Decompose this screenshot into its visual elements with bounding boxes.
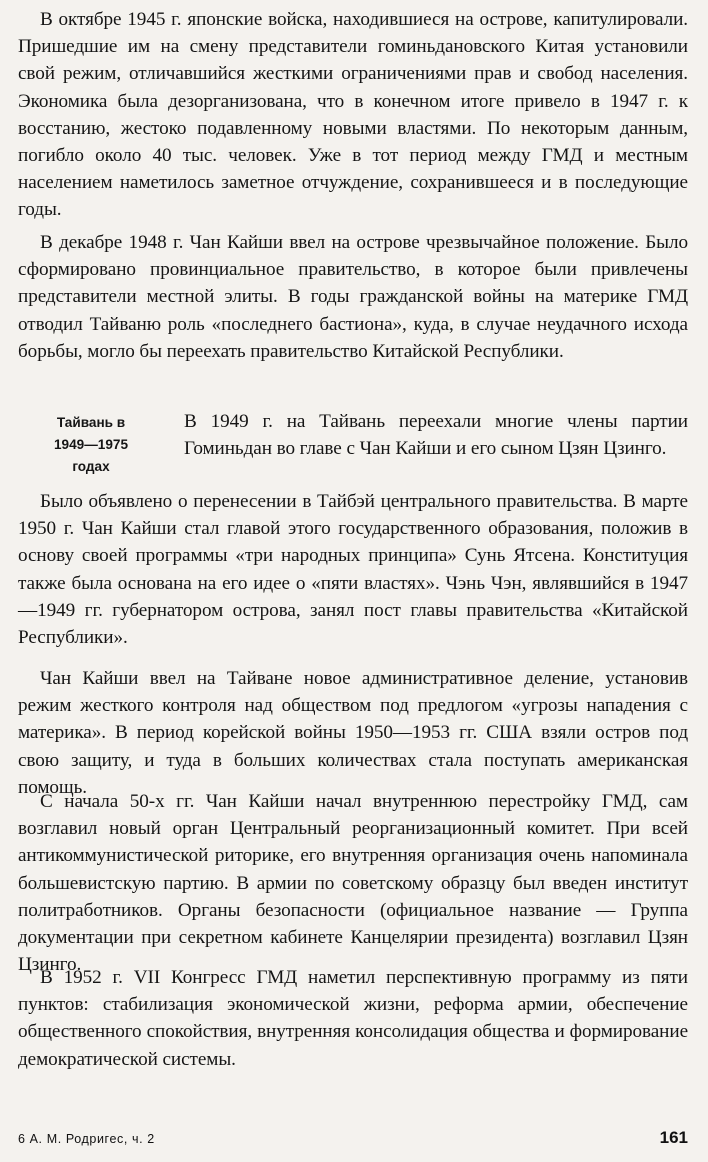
page-number: 161: [659, 1128, 688, 1147]
paragraph-taipei-government: Было объявлено о перенесении в Тайбэй центрального правительства. В марте 1950 г. Чан Кайши стал главой этого государственного образования, положив в основу своей программы «три народных принципа» Сунь Ятсена. Конституция также была основана на его идее о «пяти властях». Чэнь Чэн, являвшийся в 1947—1949 гг. губернатором острова, занял пост главы правительства «Китайской Республики».: [18, 491, 688, 649]
section-heading-line-2: 1949—1975: [53, 437, 129, 452]
section-heading-line-3: годах: [72, 459, 110, 474]
footer-signature: 6 А. М. Родригес, ч. 2: [18, 1132, 155, 1146]
paragraph-gmd-reorganization: С начала 50-х гг. Чан Кайши начал внутреннюю перестройку ГМД, сам возглавил новый орган Центральный реорганизационный комитет. При всей антикоммунистической риторике, его внутренняя организация очень напоминала большевистскую партию. В армии по советскому образцу был введен институт политработников. Органы безопасности (официальное название — Группа документации при секретном кабинете Канцелярии президента) возглавил Цзян Цзинго.: [18, 791, 688, 976]
paragraph-taiwan-1945: В октябре 1945 г. японские войска, находившиеся на острове, капитулировали. Пришедшие им на смену представители гоминьдановского Китая установили свой режим, отличавшийся жесткими ограничениями прав и свобод населения. Экономика была дезорганизована, что в конечном итоге привело в 1947 г. к восстанию, жестоко подавленному новыми властями. По некоторым данным, погибло около 40 тыс. человек. Уже в тот период между ГМД и местным населением наметилось заметное отчуждение, сохранившееся и в последующие годы.: [18, 9, 688, 221]
section-intro-paragraph: В 1949 г. на Тайвань переехали многие члены партии Гоминьдан во главе с Чан Кайши и его сыном Цзян Цзинго.: [184, 411, 688, 460]
section-taiwan-1949-1975: [18, 408, 688, 491]
section-heading-line-1: Тайвань в: [56, 415, 126, 430]
paragraph-administrative-division: Чан Кайши ввел на Тайване новое административное деление, установив режим жесткого контроля над обществом под предлогом «угрозы нападения с материка». В период корейской войны 1950—1953 гг. США взяли остров под свою защиту, и туда в больших количествах стала поступать американская помощь.: [18, 668, 688, 798]
page-footer: [18, 1128, 688, 1150]
paragraph-taiwan-1948: В декабре 1948 г. Чан Кайши ввел на острове чрезвычайное положение. Было сформировано провинциальное правительство, в которое были привлечены представители местной элиты. В годы гражданской войны на материке ГМД отводил Тайваню роль «последнего бастиона», куда, в случае неудачного исхода борьбы, могло бы переехать правительство Китайской Республики.: [18, 232, 688, 362]
section-heading: [18, 412, 164, 478]
paragraph-vii-congress: В 1952 г. VII Конгресс ГМД наметил перспективную программу из пяти пунктов: стабилизация экономической жизни, реформа армии, обеспечение общественного спокойствия, внутренняя консолидация общества и формирование демократической системы.: [18, 967, 688, 1070]
